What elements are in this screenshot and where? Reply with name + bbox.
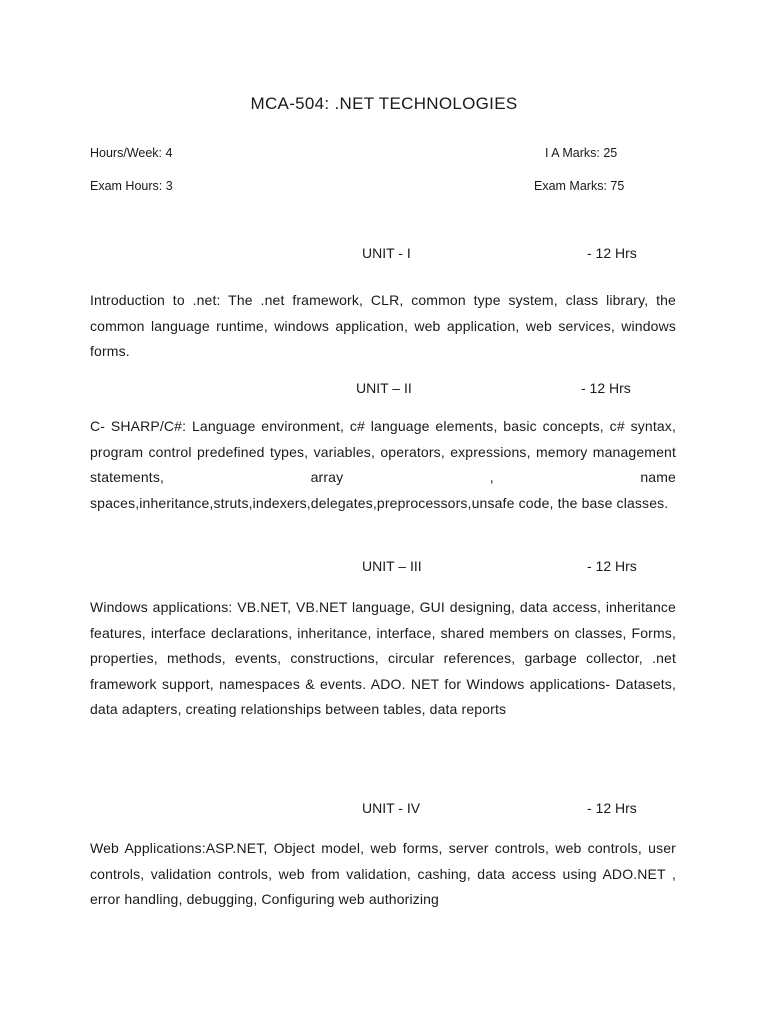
unit-content: Introduction to .net: The .net framework, CLR, common type system, class library, the common language runtime, windows application, web application, web services, windows forms. [90,292,676,359]
unit-label: UNIT – III [362,558,422,574]
unit-content: Web Applications:ASP.NET, Object model, web forms, server controls, web controls, user controls, validation controls, web from validation, cashing, data access using ADO.NET , error handling, debugging, Configuring web authorizing [90,840,676,907]
unit-content: Windows applications: VB.NET, VB.NET language, GUI designing, data access, inheritance features, interface declarations, inheritance, interface, shared members on classes, Forms, properties, methods, events, constructions, circular references, garbage collector, .net framework support, namespaces & events. ADO. NET for Windows applications- Datasets, data adapters, creating relationships between tables, data reports [90,599,676,717]
exam-hours: Exam Hours: 3 [90,179,173,193]
ia-marks: I A Marks: 25 [545,146,618,160]
hours-per-week: Hours/Week: 4 [90,146,173,160]
unit-hours: - 12 Hrs [587,558,637,574]
unit-label: UNIT – II [356,380,412,396]
unit-hours: - 12 Hrs [587,245,637,261]
unit-hours: - 12 Hrs [581,380,631,396]
unit-label: UNIT - IV [362,800,421,816]
unit-hours: - 12 Hrs [587,800,637,816]
document-title: MCA-504: .NET TECHNOLOGIES [250,94,518,113]
unit-label: UNIT - I [362,245,411,261]
exam-marks: Exam Marks: 75 [534,179,625,193]
unit-content: C- SHARP/C#: Language environment, c# language elements, basic concepts, c# syntax, program control predefined types, variables, operators, expressions, memory management statements, array , name spaces,inheritance,struts,indexers,delegates,preprocessors,unsafe code, the base classes. [90,418,676,511]
